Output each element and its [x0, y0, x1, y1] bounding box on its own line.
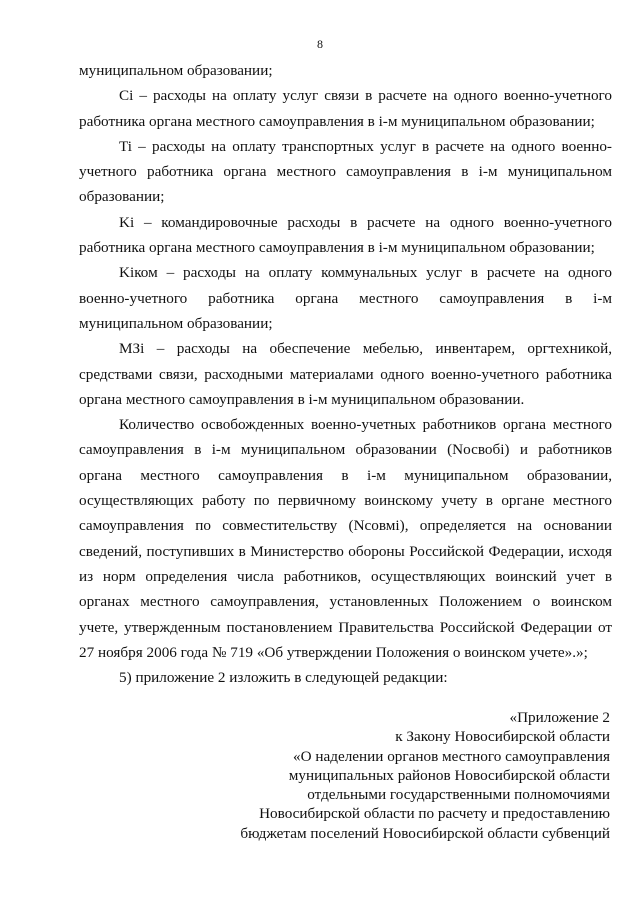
- page-number: 8: [317, 37, 323, 51]
- paragraph-quantity: Количество освобожденных военно-учетных работников органа местного самоуправления в i-м муниципальном образовании (Nосвобi) и работников органа местного самоуправления в i-м муниципальном образовании, осуществляющих работу по первичному воинскому учету в органе местного самоуправления по совместительству (Nсовмi), определяется на основании сведений, поступивших в Министерство обороны Российской Федерации, исходя из норм определения числа работников, осуществляющих воинский учет в органах местного самоуправления, установленных Положением о воинском учете, утвержденным постановлением Правительства Российской Федерации от 27 ноября 2006 года № 719 «Об утверждении Положения о воинском учете».»;: [79, 416, 612, 661]
- paragraph-kikom: Kiком – расходы на оплату коммунальных услуг в расчете на одного военно-учетного работника органа местного самоуправления в i-м муниципальном образовании;: [79, 264, 612, 332]
- appendix-heading: [190, 708, 610, 843]
- paragraph-ki: Ki – командировочные расходы в расчете на одного военно-учетного работника органа местного самоуправления в i-м муниципальном образовании;: [79, 213, 612, 257]
- appendix-line: бюджетам поселений Новосибирской области субвенций: [240, 824, 610, 842]
- paragraph-mzi: МЗi – расходы на обеспечение мебелью, инвентарем, оргтехникой, средствами связи, расходными материалами одного военно-учетного работника органа местного самоуправления в i-м муниципальном образовании.: [79, 340, 612, 408]
- appendix-line: к Закону Новосибирской области: [395, 728, 610, 746]
- paragraph-item-5: 5) приложение 2 изложить в следующей редакции:: [119, 669, 448, 687]
- appendix-line: отдельными государственными полномочиями: [307, 786, 610, 804]
- appendix-line: «О наделении органов местного самоуправления: [293, 747, 610, 765]
- appendix-line: Новосибирской области по расчету и предоставлению: [259, 805, 610, 823]
- appendix-line: «Приложение 2: [509, 709, 610, 726]
- paragraph-ti: Ti – расходы на оплату транспортных услуг в расчете на одного военно-учетного работника органа местного самоуправления в i-м муниципальном образовании;: [79, 137, 612, 206]
- body-text: [79, 58, 612, 690]
- paragraph-ci: Ci – расходы на оплату услуг связи в расчете на одного военно-учетного работника органа местного самоуправления в i-м муниципальном образовании;: [79, 87, 612, 130]
- appendix-line: муниципальных районов Новосибирской области: [288, 766, 610, 784]
- paragraph-continuation: муниципальном образовании;: [79, 62, 273, 79]
